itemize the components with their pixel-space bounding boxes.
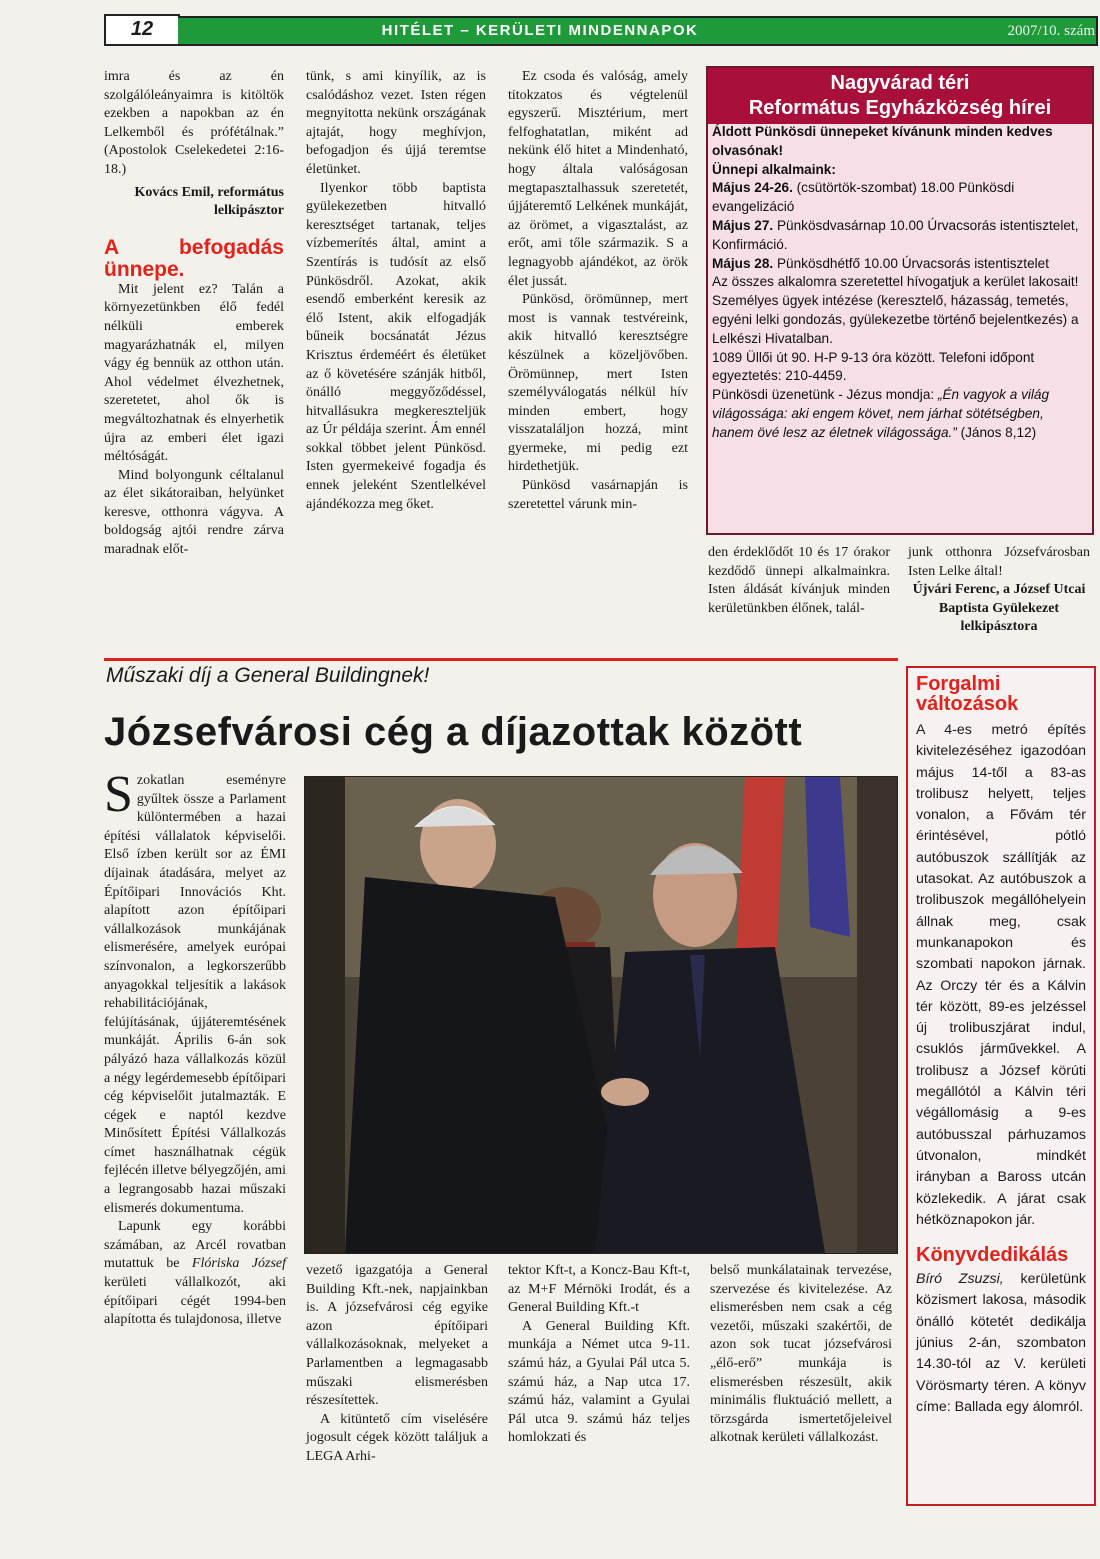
paragraph: Mit jelent ez? Talán a környezetünkben élő fedél nélküli emberek magyarázhatnák el, milyen vágy ég bennük az otthon után. Ahol védelmet élvezhetnek, szeretetet, ahol ők is megváltozhatnak és elnyerhetik újra az emberi élet igazi méltóságát. <box>104 281 284 465</box>
event-item <box>712 179 1084 217</box>
top-column-5 <box>908 544 1090 637</box>
traffic-title <box>916 674 1086 714</box>
title-line: Nagyvárad téri <box>830 72 970 94</box>
author-name: Bíró Zsuzsi, <box>916 1271 1004 1288</box>
person-name: Flóriska József <box>191 1256 286 1272</box>
top-column-4 <box>708 544 890 618</box>
paragraph: A General Building Kft. munkája a Német utca 9-11. számú ház, a Gyulai Pál utca 5. számú ház, a Nap utca 17. számú ház, valamint a Gyulai Pál utca 9. számú ház teljes homlokzati és <box>508 1318 690 1446</box>
paragraph: Mind bolyongunk céltalanul az élet sikátoraiban, helyünket keresve, otthonra vágyva. A boldogság ajtói rendre zárva maradnak előt- <box>104 467 284 558</box>
office-info: Személyes ügyek intézése (keresztelő, házasság, temetés, egyéni lelki gondozás, gyülekezetbe történő bejelentkezés) a Lelkészi Hivatalban. <box>712 293 1079 346</box>
event-text: Pünkösdvasárnap 10.00 Úrvacsorás istentisztelet, Konfirmáció. <box>712 217 1079 252</box>
top-column-3 <box>508 68 688 514</box>
paragraph: Ilyenkor több baptista gyülekezetben hitvalló keresztséget tartanak, teljes vízbemerítés által, amint a Szentírás is tudósít az első Pünkösdről. Azokat, akik esendő emberként keresik az élő Istent, akik elfogadják bűneik bocsánatát Jézus Krisztus érdeméért és életüket az ő követésére szánják hitből, önálló meggyőződéssel, hitvallásukra megkereszteljük az Úr példája szerint. Ám ennél sokkal többet jelent Pünkösd. Isten gyermekeivé fogadja és ennek jeleként Szentlelkével ajándékozza meg őket. <box>306 180 486 512</box>
issue-number: 2007/10. szám <box>1007 23 1095 39</box>
photo-illustration <box>305 777 897 1253</box>
article-headline: Józsefvárosi cég a díjazottak között <box>104 710 803 754</box>
event-text: (csütörtök-szombat) 18.00 Pünkösdi evangelizáció <box>712 180 1015 215</box>
page-number: 12 <box>104 14 180 46</box>
paragraph: Pünkösd, örömünnep, mert most is vannak testvéreink, akik hitvalló keresztségre készülnek a közeljövőben. Örömünnep, mert Isten személyválogatás nélkül hív minden embert, hogy visszataláljon hozzá, mint gyermeke, mi pedig ezt hirdethetjük. <box>508 292 688 475</box>
top-column-2 <box>306 68 486 514</box>
paragraph-text: zokatlan eseményre gyűltek össze a Parlament különtermében a hazai építési vállalatok képviselői. Első ízben került sor az ÉMI díjainak átadására, melyet az Építőipari Innovációs Kht. alapított azon építőipari vállalkozások munkájának elismerésére, amelyek európai színvonalon, a legkorszerűbb anyagokkal teljesítik a lakások rehabilitációjának, felújításának, újjáteremtésének munkáját. Április 6-án sok pályázó haza vállalkozás közül a négy legérdemesebb építőipari cég képviselőit jutalmazták. E cégek e naptól kezdve Minősített Építési Vállalkozás címet használhatnak cégük fejlécén illetve bélyegzőjén, ami a legrangosabb hazai műszaki elismerés dokumentuma. <box>104 773 286 1216</box>
event-date: Május 24-26. <box>712 180 793 196</box>
book-signing-title: Könyvdedikálás <box>916 1244 1069 1267</box>
paragraph <box>104 766 286 1218</box>
article-column-2 <box>306 1262 488 1467</box>
news-sidebar <box>906 666 1096 1506</box>
book-signing-text <box>916 1269 1086 1418</box>
section-subhead: A befogadás ünnepe. <box>104 235 284 281</box>
title-line: Forgalmi <box>916 673 1001 695</box>
paragraph-text: Lapunk egy korábbi számában, az Arcél rovatban mutattuk be <box>104 1219 286 1272</box>
paragraph: Pünkösd vasárnapján is szeretettel várunk min- <box>508 478 688 512</box>
quote <box>712 386 1084 442</box>
church-news-title <box>708 68 1092 124</box>
article-column-3 <box>508 1262 690 1448</box>
event-date: Május 27. <box>712 217 774 233</box>
paragraph: imra és az én szolgálóleányaimra is kitöltök ezekben a napokban az én Lelkemből és prófétálnak.” (Apostolok Cselekedetei 2:16-18.) <box>104 69 284 177</box>
events-heading: Ünnepi alkalmaink: <box>712 161 836 177</box>
author-signature: Kovács Emil, református lelkipásztor <box>134 184 284 219</box>
title-line: változások <box>916 693 1019 715</box>
quote-reference: (János 8,12) <box>960 424 1037 440</box>
article-kicker: Műszaki díj a General Buildingnek! <box>106 664 430 687</box>
greeting: Áldott Pünkösdi ünnepeket kívánunk minden kedves olvasónak! <box>712 124 1053 158</box>
paragraph: vezető igazgatója a General Building Kft.-nek, napjainkban is. A józsefvárosi cég egyike azon építőipari vállalkozásoknak, melyeket a Parlamentben a legmagasabb műszaki elismerésben részesítettek. <box>306 1263 488 1409</box>
paragraph-text: kerületi vállalkozót, aki építőipari cégét 1994-ben alapította és tulajdonosa, illetve <box>104 1275 286 1328</box>
quote-intro: Pünkösdi üzenetünk - Jézus mondja: <box>712 387 935 403</box>
paragraph <box>104 1218 286 1330</box>
church-news-body <box>712 123 1084 443</box>
paragraph-text: kerületünk közismert lakosa, második önálló kötetét dedikálja június 2-án, szombaton 14.30-tól az V. kerületi Vörösmarty téren. A könyv címe: Ballada egy álomról. <box>916 1271 1086 1415</box>
article-column-4 <box>710 1262 892 1448</box>
drop-cap: S <box>104 766 133 823</box>
quote-text: „Én vagyok a világ világossága: aki engem követ, nem járhat sötétségben, hanem övé lesz az életnek világossága.” <box>712 387 1050 440</box>
invitation: Az összes alkalomra szeretettel hívogatjuk a kerület lakosait! <box>712 274 1079 290</box>
traffic-text: A 4-es metró építés kivitelezéséhez igazodóan május 14-től a 83-as trolibusz helyett, teljes vonalon, a Fővám tér érintésével, pótló autóbuszok szállítják az utasokat. Az autóbuszok a trolibuszok megállóhelyein állnak meg, csak munkanapokon és szombati napokon járnak. Az Orczy tér és a Kálvin tér között, 89-es jelzéssel új trolibuszjárat indul, csuklós járművekkel. A trolibusz a József körúti megállótól a Kálvin téri végállomásig a 9-es autóbusszal párhuzamos útvonalon, mindkét irányban a Baross utcán közlekedik. A járat csak hétköznapokon jár. <box>916 722 1086 1228</box>
paragraph: junk otthonra Józsefvárosban Isten Lelke által! <box>908 545 1090 579</box>
award-ceremony-photo <box>304 776 898 1254</box>
article-column-1 <box>104 766 286 1330</box>
author-signature: Újvári Ferenc, a József Utcai Baptista Gyülekezet lelkipásztora <box>912 582 1086 635</box>
section-title: HITÉLET – KERÜLETI MINDENNAPOK <box>381 22 699 39</box>
top-column-1 <box>104 68 284 560</box>
paragraph: tektor Kft-t, a Koncz-Bau Kft-t, az M+F Mérnöki Irodát, és a General Building Kft.-t <box>508 1263 690 1316</box>
address: 1089 Üllői út 90. H-P 9-13 óra között. Telefoni időpont egyeztetés: 210-4459. <box>712 349 1035 384</box>
title-line: Református Egyházközség hírei <box>748 97 1052 119</box>
event-date: Május 28. <box>712 255 774 271</box>
paragraph: belső munkálatainak tervezése, szervezése és kivitelezése. Az elismerésben nem csak a cég vezetői, műszaki szakértői, de azon sok tucat józsefvárosi „élő-erő” munkája is elismerésben részesült, akik minimális fluktuáció mellett, a törzsgárda ismertetőjeleivel alkotnak kerületi vállalkozást. <box>710 1263 892 1446</box>
event-text: Pünkösdhétfő 10.00 Úrvacsorás istentisztelet <box>776 255 1050 271</box>
paragraph: tünk, s ami kinyílik, az is csalódáshoz vezet. Isten régen megnyitotta nekünk országának ajtaját, hogy meghívjon, befogadjon és újjá teremtse életünket. <box>306 69 486 177</box>
section-divider <box>104 658 898 661</box>
event-item <box>712 255 1084 274</box>
paragraph: A kitüntető cím viselésére jogosult cégek között találjuk a LEGA Arhi- <box>306 1411 488 1464</box>
event-item <box>712 217 1084 255</box>
paragraph: den érdeklődőt 10 és 17 órakor kezdődő ünnepi alkalmainkra. Isten áldását kívánjuk minden kerületünkben élőnek, talál- <box>708 545 890 616</box>
paragraph: Ez csoda és valóság, amely titokzatos és végtelenül egyszerű. Misztérium, mert felfoghatatlan, miként ad nekünk élő hitet a Mindenható, hogy általa valóságosan megtapasztalhassuk szeretetét, újjáteremtő Lelkének munkáját, az örömet, a vigasztalást, az erőt, ami tőle származik. S a legnagyobb ajándékot, az örök élet jussát. <box>508 69 688 289</box>
